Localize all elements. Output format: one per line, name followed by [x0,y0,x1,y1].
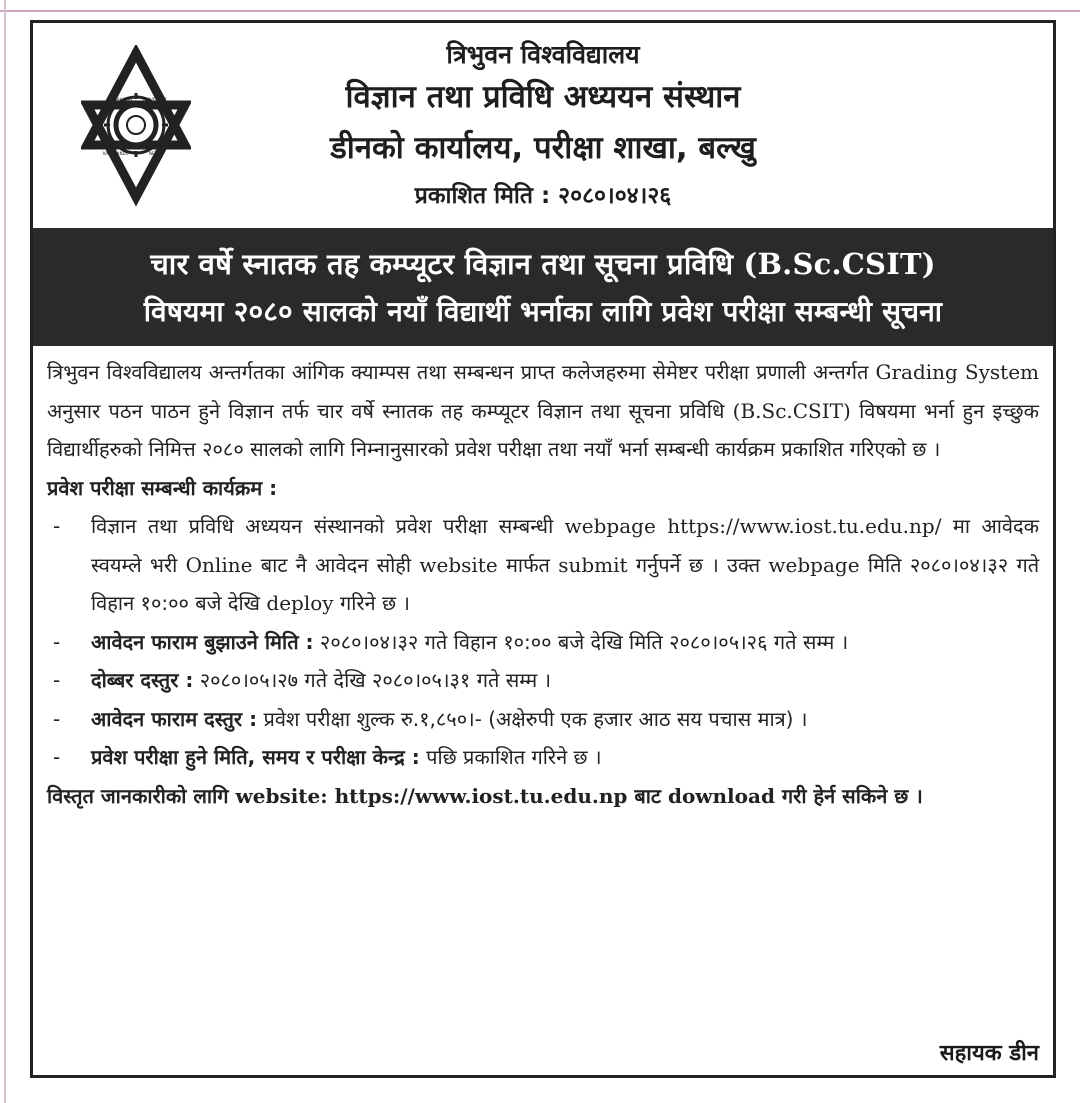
footer-text-e: गरी हेर्न सकिने छ । [781,783,923,808]
item1-text-k: मिति २०८०।०४।३२ गते विहान १०:०० बजे देखि [91,552,1040,615]
item1-text-d: Online [185,552,253,577]
double-fee-value: २०८०।०५।२७ गते देखि २०८०।०५।३१ गते सम्म । [199,668,552,692]
title-line-2: विषयमा २०८० सालको नयाँ विद्यार्थी भर्नाका लागि प्रवेश परीक्षा सम्बन्धी सूचना [143,295,943,328]
footer-text-a: विस्तृत जानकारीको लागि [47,783,229,808]
emblem-text-bottom-left: KATHMANDU [103,151,129,156]
page-edge-top [0,10,1080,12]
footer-text-c: बाट [634,783,661,808]
intro-text-1: त्रिभुवन विश्वविद्यालय अन्तर्गतका आंगिक क्याम्पस तथा सम्बन्धन प्राप्त कलेजहरुमा सेमेष्टर परीक्षा प्रणाली अन्तर्गत [47,360,869,384]
footer-info-line [47,777,1039,816]
application-fee-label: आवेदन फाराम दस्तुर : [91,706,258,731]
application-fee-value: प्रवेश परीक्षा शुल्क रु.१,८५०।- (अक्षेरुपी एक हजार आठ सय पचास मात्र) । [263,706,808,731]
intro-text-2: Grading System [875,360,1040,384]
page-edge-left [4,0,6,1103]
list-dash: - [53,668,61,692]
published-date: प्रकाशित मिति : २०८०।०४।२६ [414,183,672,209]
emblem-text-right: UNIVERSITY [143,97,167,102]
intro-text-3: अनुसार पठन पाठन हुने विज्ञान तर्फ चार वर्षे स्नातक तह कम्प्यूटर विज्ञान तथा सूचना प्रविधि [47,398,725,423]
double-fee-label: दोब्बर दस्तुर : [91,668,194,692]
list-dash: - [53,629,61,654]
title-line-1 [33,244,1053,283]
intro-paragraph [47,353,1039,469]
item1-text-e: बाट नै आवेदन सोही [260,552,412,577]
notice-document [30,20,1056,1078]
schedule-item-online-application [47,507,1039,623]
schedule-item-application-dates [47,623,1039,662]
item1-text-j: webpage [768,552,860,577]
item1-text-a: विज्ञान तथा प्रविधि अध्ययन संस्थानको प्रवेश परीक्षा सम्बन्धी [91,514,554,538]
institute-name: विज्ञान तथा प्रविधि अध्ययन संस्थान [345,79,741,115]
item1-text-h: submit [558,552,628,577]
notice-title-band [33,228,1053,346]
application-dates-label: आवेदन फाराम बुझाउने मिति : [91,629,314,654]
item1-text-f: website [419,552,498,577]
office-name: डीनको कार्यालय, परीक्षा शाखा, बल्खु [330,130,756,166]
footer-text-d: download [667,783,775,808]
title-line-1-nepali: चार वर्षे स्नातक तह कम्प्यूटर विज्ञान तथा सूचना प्रविधि [150,247,734,281]
intro-text-4: (B.Sc.CSIT) [732,398,851,423]
title-line-1-english: (B.Sc.CSIT) [743,247,936,281]
schedule-item-exam-date [47,738,1039,777]
schedule-item-double-fee [47,661,1039,700]
emblem-text-bottom-right: NEPAL [149,151,162,156]
item1-text-g: मार्फत [505,552,550,577]
item1-text-m: गरिने छ । [339,591,410,615]
item1-text-c: मा आवेदक स्वयम्ले भरी [91,514,1039,577]
schedule-heading: प्रवेश परीक्षा सम्बन्धी कार्यक्रम : [47,475,278,500]
list-dash: - [53,706,61,731]
notice-header [33,23,1053,228]
intro-text-5: विषयमा भर्ना हुन इच्छुक विद्यार्थीहरुको निमित्त २०८० सालको लागि निम्नानुसारको प्रवेश परीक्षा तथा नयाँ भर्ना सम्बन्धी कार्यक्रम प्रकाशित गरिएको छ । [47,398,1040,461]
list-dash: - [53,514,61,538]
list-dash: - [53,745,61,769]
application-dates-value: २०८०।०४।३२ गते विहान १०:०० बजे देखि मिति २०८०।०५।२६ गते सम्म । [319,629,849,654]
item1-text-l: deploy [266,591,334,615]
emblem-text-left: TRIBHUVAN [109,97,133,102]
notice-body [47,353,1039,815]
exam-date-value: पछि प्रकाशित गरिने छ । [426,745,602,769]
iost-website-link[interactable]: website: https://www.iost.tu.edu.np [235,783,628,808]
item1-text-i: गर्नुपर्ने छ । उक्त [635,552,761,577]
signature-assistant-dean: सहायक डीन [939,1041,1039,1066]
exam-date-label: प्रवेश परीक्षा हुने मिति, समय र परीक्षा केन्द्र : [91,745,420,769]
schedule-item-application-fee [47,700,1039,739]
iost-webpage-link[interactable]: webpage https://www.iost.tu.edu.np/ [564,514,942,538]
university-name: त्रिभुवन विश्वविद्यालय [446,40,640,69]
